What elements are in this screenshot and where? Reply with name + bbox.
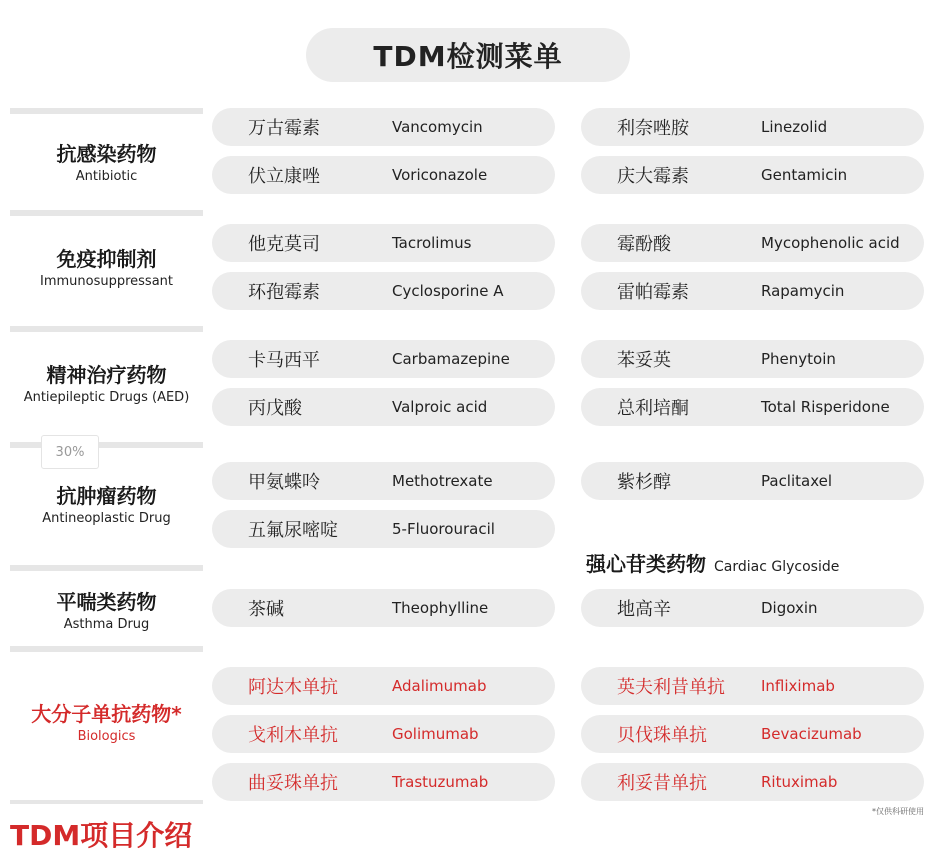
drug-pill <box>212 388 555 426</box>
drug-name-en: 5-Fluorouracil <box>392 520 495 538</box>
drug-name-en: Bevacizumab <box>761 725 862 743</box>
drug-name-zh: 曲妥珠单抗 <box>248 773 338 794</box>
drug-name-zh: 地高辛 <box>617 599 671 620</box>
drug-name-en: Vancomycin <box>392 118 483 136</box>
drug-pill <box>581 462 924 500</box>
category-title: 抗肿瘤药物 <box>56 484 157 508</box>
drug-name-en: Digoxin <box>761 599 818 617</box>
drug-pill <box>581 388 924 426</box>
drug-name-zh: 总利培酮 <box>617 398 689 419</box>
separator <box>10 800 203 804</box>
drug-name-en: Tacrolimus <box>392 234 472 252</box>
category-subtitle: Biologics <box>77 729 136 744</box>
drug-name-zh: 甲氨蝶呤 <box>248 472 320 493</box>
drug-pill <box>581 224 924 262</box>
drug-pill <box>581 156 924 194</box>
category-subtitle: Antiepileptic Drugs (AED) <box>23 390 190 405</box>
drug-name-zh: 英夫利昔单抗 <box>617 677 725 698</box>
drug-name-zh: 霉酚酸 <box>617 234 671 255</box>
separator <box>10 442 203 448</box>
drug-name-zh: 丙戊酸 <box>248 398 302 419</box>
next-section-heading: TDM项目介绍 <box>10 819 193 852</box>
drug-name-en: Cyclosporine A <box>392 282 504 300</box>
separator <box>10 565 203 571</box>
drug-name-zh: 卡马西平 <box>248 350 320 371</box>
drug-pill <box>212 108 555 146</box>
separator <box>10 326 203 332</box>
drug-name-en: Trastuzumab <box>392 773 489 791</box>
drug-name-zh: 贝伐珠单抗 <box>617 725 707 746</box>
category-aed <box>10 362 203 407</box>
subhead-title: 强心苷类药物 <box>586 552 706 576</box>
drug-pill <box>212 510 555 548</box>
drug-pill <box>212 462 555 500</box>
drug-name-zh: 伏立康唑 <box>248 166 320 187</box>
subhead-subtitle: Cardiac Glycoside <box>714 559 840 575</box>
drug-name-en: Voriconazole <box>392 166 488 184</box>
category-title: 抗感染药物 <box>56 142 157 166</box>
cardiac-glycoside-heading <box>586 548 839 577</box>
percent-badge: 30% <box>41 435 99 469</box>
category-biologics <box>10 701 203 746</box>
drug-name-zh: 他克莫司 <box>248 234 320 255</box>
drug-pill <box>212 715 555 753</box>
drug-name-zh: 戈利木单抗 <box>248 725 338 746</box>
category-subtitle: Asthma Drug <box>63 617 150 632</box>
drug-name-en: Carbamazepine <box>392 350 510 368</box>
drug-pill <box>581 667 924 705</box>
drug-pill <box>212 156 555 194</box>
category-antibiotic <box>10 141 203 186</box>
drug-pill <box>212 667 555 705</box>
drug-pill <box>581 589 924 627</box>
drug-name-zh: 紫杉醇 <box>617 472 671 493</box>
drug-pill <box>581 272 924 310</box>
drug-pill <box>212 340 555 378</box>
drug-name-en: Total Risperidone <box>761 398 890 416</box>
drug-name-zh: 苯妥英 <box>617 350 671 371</box>
drug-name-zh: 雷帕霉素 <box>617 282 689 303</box>
drug-name-en: Valproic acid <box>392 398 488 416</box>
page-title: TDM检测菜单 <box>306 28 630 82</box>
separator <box>10 646 203 652</box>
separator <box>10 210 203 216</box>
drug-name-en: Golimumab <box>392 725 479 743</box>
drug-name-en: Infliximab <box>761 677 835 695</box>
category-immunosuppressant <box>10 246 203 291</box>
drug-name-en: Methotrexate <box>392 472 493 490</box>
category-title: 平喘类药物 <box>56 590 157 614</box>
drug-name-zh: 五氟尿嘧啶 <box>248 520 338 541</box>
drug-pill <box>212 272 555 310</box>
category-title: 精神治疗药物 <box>46 363 167 387</box>
drug-name-en: Theophylline <box>392 599 489 617</box>
drug-pill <box>581 763 924 801</box>
category-subtitle: Antineoplastic Drug <box>42 511 171 526</box>
drug-name-en: Rituximab <box>761 773 838 791</box>
separator <box>10 108 203 114</box>
drug-name-zh: 利妥昔单抗 <box>617 773 707 794</box>
drug-name-en: Paclitaxel <box>761 472 833 490</box>
drug-name-en: Adalimumab <box>392 677 487 695</box>
drug-name-zh: 利奈唑胺 <box>617 118 689 139</box>
category-asthma <box>10 589 203 634</box>
drug-name-en: Phenytoin <box>761 350 836 368</box>
category-antineoplastic <box>10 483 203 528</box>
research-use-note: *仅供科研使用 <box>872 807 924 816</box>
category-title: 大分子单抗药物* <box>31 702 182 726</box>
drug-name-zh: 庆大霉素 <box>617 166 689 187</box>
drug-pill <box>581 340 924 378</box>
drug-name-en: Mycophenolic acid <box>761 234 900 252</box>
drug-pill <box>212 224 555 262</box>
drug-name-en: Gentamicin <box>761 166 848 184</box>
drug-name-en: Linezolid <box>761 118 828 136</box>
drug-name-zh: 茶碱 <box>248 599 284 620</box>
drug-name-zh: 环孢霉素 <box>248 282 320 303</box>
drug-pill <box>581 108 924 146</box>
drug-name-zh: 阿达木单抗 <box>248 677 338 698</box>
drug-pill <box>212 589 555 627</box>
category-title: 免疫抑制剂 <box>56 247 157 271</box>
drug-name-zh: 万古霉素 <box>248 118 320 139</box>
drug-name-en: Rapamycin <box>761 282 845 300</box>
category-subtitle: Immunosuppressant <box>39 274 173 289</box>
drug-pill <box>581 715 924 753</box>
category-subtitle: Antibiotic <box>75 169 138 184</box>
drug-pill <box>212 763 555 801</box>
